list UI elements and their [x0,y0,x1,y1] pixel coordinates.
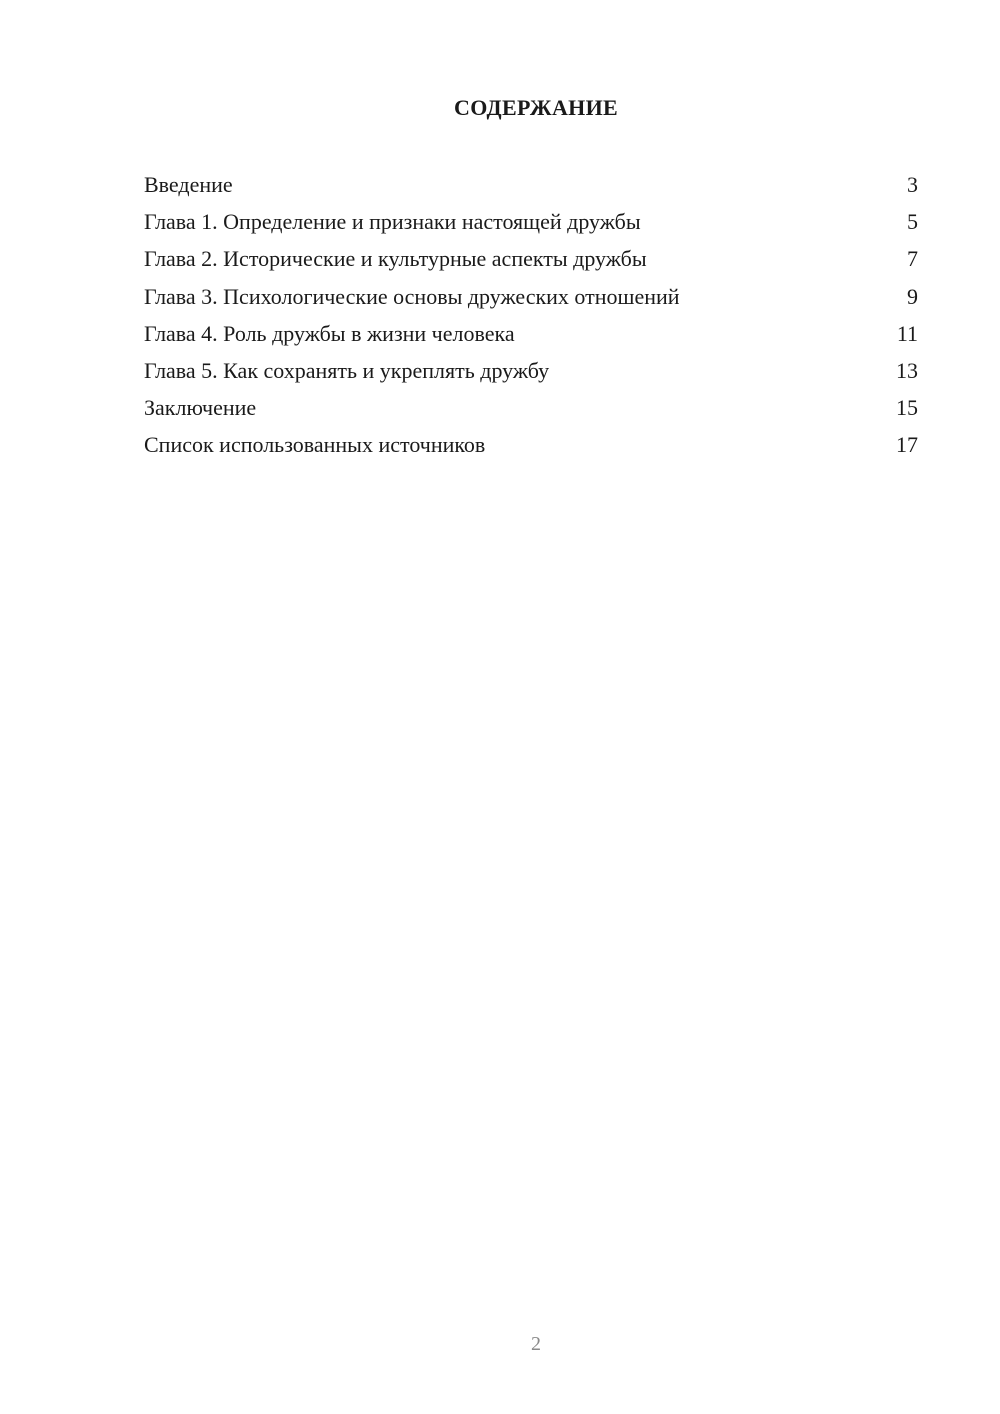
toc-entry-label: Глава 3. Психологические основы дружеских отношений [144,283,680,309]
toc-entry-page: 13 [896,357,918,383]
toc-entry-chapter-2 [144,244,918,281]
table-of-contents [144,170,918,468]
toc-entry-conclusion [144,393,918,430]
toc-entry-label: Глава 2. Исторические и культурные аспекты дружбы [144,246,647,272]
toc-entry-label: Заключение [144,395,257,421]
toc-entry-page: 17 [896,432,918,458]
page-number: 2 [531,1333,541,1355]
toc-entry-page: 5 [907,209,918,235]
toc-entry-chapter-4 [144,319,918,356]
toc-entry-chapter-1 [144,207,918,244]
toc-entry-page: 11 [896,320,918,346]
toc-entry-label: Список использованных источников [144,432,486,458]
toc-entry-label: Глава 1. Определение и признаки настоящей дружбы [144,209,641,235]
toc-entry-label: Глава 4. Роль дружбы в жизни человека [144,320,515,346]
toc-entry-page: 3 [907,172,918,197]
toc-entry-references [144,430,918,467]
toc-entry-chapter-5 [144,356,918,393]
toc-entry-page: 15 [896,395,918,421]
toc-entry-page: 7 [907,246,918,272]
toc-entry-page: 9 [907,283,918,309]
toc-title: СОДЕРЖАНИЕ [454,95,618,120]
toc-entry-introduction [144,170,918,207]
toc-entry-label: Введение [144,172,233,197]
toc-entry-label: Глава 5. Как сохранять и укреплять дружбу [144,357,550,383]
toc-entry-chapter-3 [144,282,918,319]
